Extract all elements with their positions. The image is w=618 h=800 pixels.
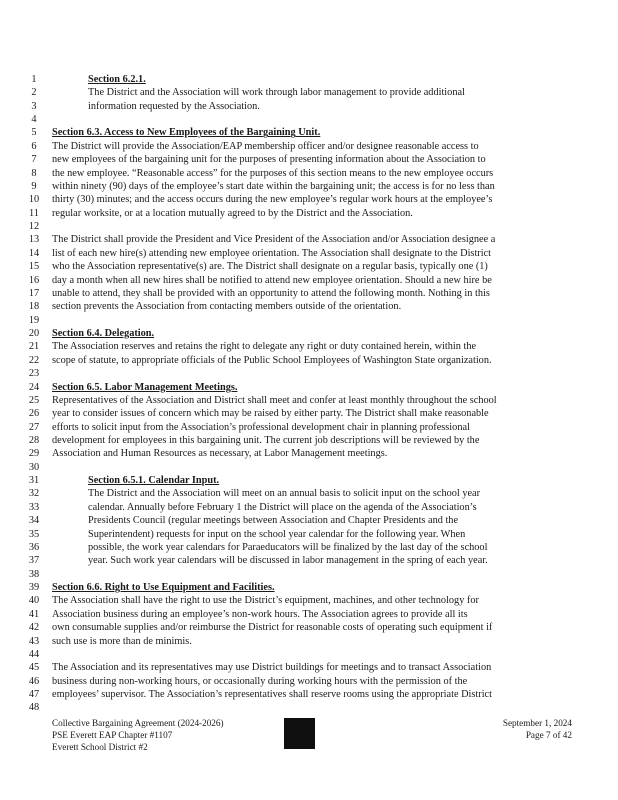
text-line [0, 648, 618, 662]
text-line [0, 501, 618, 515]
footer-page-number: Page 7 of 42 [525, 730, 572, 740]
line-number: 31 [28, 475, 40, 487]
text-line [0, 193, 618, 207]
line-text: regular worksite, or at a location mutually agreed to by the District and the Association. [52, 207, 413, 219]
text-line [0, 247, 618, 261]
text-line [0, 153, 618, 167]
text-line [0, 207, 618, 221]
section-heading: Section 6.6. Right to Use Equipment and Facilities. [52, 582, 275, 594]
line-number: 47 [28, 689, 40, 701]
line-number: 12 [28, 221, 40, 233]
line-text: The District and the Association will meet on an annual basis to solicit input on the school year [88, 488, 481, 500]
text-line [0, 474, 618, 488]
text-line [0, 314, 618, 328]
line-number: 43 [28, 635, 40, 647]
text-line [0, 407, 618, 421]
line-number: 20 [28, 328, 40, 340]
line-number: 23 [28, 368, 40, 380]
line-text: Superintendent) requests for input on the school year calendar for the following year. When [88, 528, 466, 540]
text-line [0, 514, 618, 528]
text-line [0, 675, 618, 689]
line-number: 44 [28, 648, 40, 660]
text-line [0, 594, 618, 608]
text-line [0, 608, 618, 622]
line-text: The District and the Association will work through labor management to provide additional [88, 87, 465, 99]
line-text: Representatives of the Association and District shall meet and confer at least monthly throughout the school [52, 394, 497, 406]
section-heading: Section 6.2.1. [88, 74, 146, 85]
footer-left [52, 717, 224, 753]
line-text: who the Association representative(s) are. The District shall designate on a regular basis, typically one (1) [52, 261, 488, 273]
line-text: scope of statute, to appropriate officials of the Public School Employees of Washington State organization. [52, 354, 492, 366]
text-line [0, 73, 618, 87]
line-number: 15 [28, 261, 40, 273]
text-line [0, 167, 618, 181]
line-number: 18 [28, 301, 40, 313]
section-heading: Section 6.5.1. Calendar Input. [88, 475, 220, 487]
line-number: 7 [31, 154, 37, 166]
line-text: possible, the work year calendars for Paraeducators will be finalized by the last day of the school [88, 541, 488, 553]
line-number: 22 [28, 354, 40, 366]
line-text: day a month when all new hires shall be notified to attend new employee orientation. Should a new hire be [52, 274, 492, 286]
text-line [0, 86, 618, 100]
line-number: 32 [28, 488, 40, 500]
line-number: 48 [28, 702, 40, 714]
line-number: 17 [28, 287, 40, 299]
line-text: Presidents Council (regular meetings between Association and Chapter Presidents and the [88, 515, 459, 527]
text-line [0, 487, 618, 501]
footer-date: September 1, 2024 [502, 718, 572, 728]
text-line [0, 554, 618, 568]
text-line [0, 367, 618, 381]
line-text: business during non-working hours, or occasionally during working hours with the permission of the [52, 675, 468, 687]
text-line [0, 688, 618, 702]
line-text: calendar. Annually before February 1 the District will place on the agenda of the Association’s [88, 501, 477, 513]
line-text: The District shall provide the President and Vice President of the Association and/or Association designee a [52, 234, 496, 246]
text-line [0, 233, 618, 247]
text-line [0, 541, 618, 555]
line-number: 40 [28, 595, 40, 607]
line-text: the new employee. “Reasonable access” for the purposes of this section means to the new employee occurs [52, 167, 494, 179]
line-text: The Association and its representatives may use District buildings for meetings and to transact Association [52, 662, 492, 674]
section-heading: Section 6.5. Labor Management Meetings. [52, 381, 238, 393]
text-line [0, 568, 618, 582]
text-line [0, 421, 618, 435]
line-number: 21 [28, 341, 40, 353]
line-text: section prevents the Association from contacting members outside of the orientation. [52, 301, 402, 313]
line-number: 42 [28, 622, 40, 634]
line-number: 34 [28, 515, 40, 527]
line-text: employees’ supervisor. The Association’s representatives shall reserve rooms using the appropriate District [52, 689, 492, 701]
line-number: 30 [28, 461, 40, 473]
line-text: The Association shall have the right to use the District’s equipment, machines, and other technology for [52, 595, 479, 607]
line-text: Association and Human Resources as necessary, at Labor Management meetings. [52, 448, 388, 460]
text-line [0, 140, 618, 154]
text-line [0, 447, 618, 461]
line-text: such use is more than de minimis. [52, 635, 192, 647]
line-number: 27 [28, 421, 40, 433]
footer-chapter: PSE Everett EAP Chapter #1107 [52, 730, 173, 740]
line-number: 26 [28, 408, 40, 420]
text-line [0, 287, 618, 301]
line-number: 5 [31, 127, 37, 139]
line-number: 19 [28, 314, 40, 326]
line-text: efforts to solicit input from the Association’s professional development chair in planning professional [52, 421, 470, 433]
text-line [0, 354, 618, 368]
line-number: 13 [28, 234, 40, 246]
text-line [0, 635, 618, 649]
line-number: 16 [28, 274, 40, 286]
footer-logo-block [284, 718, 315, 749]
text-line [0, 381, 618, 395]
line-number: 38 [28, 568, 40, 580]
line-text: year to consider issues of concern which may be raised by either party. The District shall make reasonable [52, 408, 489, 420]
line-text: year. Such work year calendars will be discussed in labor management in the spring of each year. [88, 555, 488, 567]
text-line [0, 100, 618, 114]
line-number: 4 [31, 114, 37, 126]
line-text: The Association reserves and retains the right to delegate any right or duty contained herein, within the [52, 341, 477, 353]
text-line [0, 661, 618, 675]
line-number: 3 [31, 100, 37, 112]
text-line [0, 180, 618, 194]
line-text: Association business during an employee’s non-work hours. The Association agrees to provide all its [52, 608, 468, 620]
line-number: 46 [28, 675, 40, 687]
line-number: 35 [28, 528, 40, 540]
text-line [0, 394, 618, 408]
text-line [0, 701, 618, 715]
line-text: thirty (30) minutes; and the access occurs during the new employee’s regular work hours at the employee’s [52, 194, 493, 206]
section-heading: Section 6.4. Delegation. [52, 328, 155, 340]
line-number: 33 [28, 501, 40, 513]
line-text: development for employees in this bargaining unit. The current job descriptions will be reviewed by the [52, 434, 480, 446]
text-line [0, 327, 618, 341]
text-line [0, 260, 618, 274]
text-line [0, 621, 618, 635]
text-line [0, 528, 618, 542]
text-line [0, 113, 618, 127]
line-number: 6 [31, 140, 37, 152]
line-text: unable to attend, they shall be provided with an opportunity to attend the following month. Nothing in this [52, 287, 490, 299]
line-number: 45 [28, 662, 40, 674]
text-line [0, 274, 618, 288]
line-number: 29 [28, 448, 40, 460]
line-number: 25 [28, 394, 40, 406]
text-line [0, 300, 618, 314]
footer-agreement-title: Collective Bargaining Agreement (2024-2026) [52, 718, 224, 728]
text-line [0, 220, 618, 234]
line-text: list of each new hire(s) attending new employee orientation. The Association shall designate to the District [52, 247, 492, 259]
footer-right [462, 717, 572, 741]
text-line [0, 581, 618, 595]
line-number: 1 [31, 74, 37, 85]
line-number: 41 [28, 608, 40, 620]
line-number: 11 [29, 207, 39, 219]
line-number: 14 [28, 247, 40, 259]
line-number: 9 [31, 180, 37, 192]
line-number: 39 [28, 582, 40, 594]
line-text: within ninety (90) days of the employee’s start date within the bargaining unit; the access is for no less than [52, 180, 495, 192]
line-number: 8 [31, 167, 37, 179]
text-line [0, 340, 618, 354]
line-number: 36 [28, 541, 40, 553]
line-number: 24 [28, 381, 40, 393]
text-line [0, 461, 618, 475]
line-number: 10 [28, 194, 40, 206]
line-text: new employees of the bargaining unit for the purposes of presenting information about the Association to [52, 154, 486, 166]
section-heading: Section 6.3. Access to New Employees of the Bargaining Unit. [52, 127, 321, 139]
text-line [0, 126, 618, 140]
text-line [0, 434, 618, 448]
line-text: own consumable supplies and/or reimburse the District for reasonable costs of operating such equipment if [52, 622, 493, 634]
footer-district: Everett School District #2 [52, 742, 148, 752]
line-number: 2 [31, 87, 37, 99]
line-number: 28 [28, 434, 40, 446]
line-text: The District will provide the Association/EAP membership officer and/or designee reasonable access to [52, 140, 479, 152]
line-number: 37 [28, 555, 40, 567]
line-text: information requested by the Association. [88, 100, 260, 112]
